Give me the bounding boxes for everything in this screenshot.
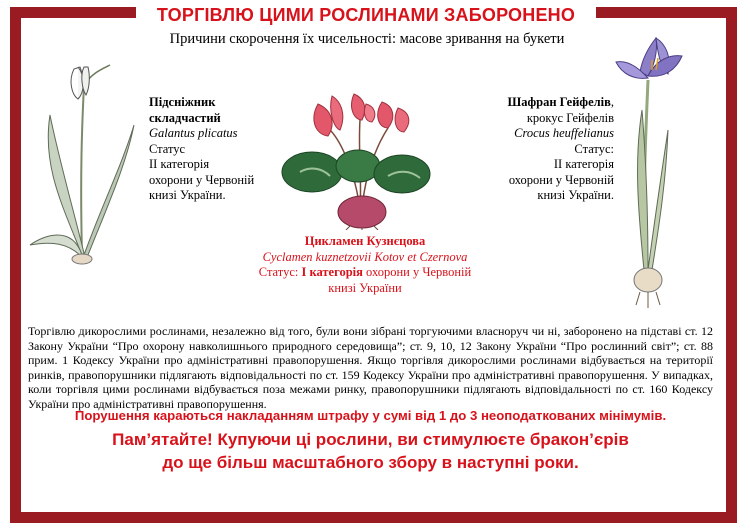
fine-notice: Порушення караються накладанням штрафу у сумі від 1 до 3 неоподаткованих мінімумів. bbox=[74, 408, 667, 423]
crocus-name-line bbox=[470, 95, 614, 111]
crocus-alt-name: крокус Гейфелів bbox=[526, 110, 614, 125]
snowdrop-status-line2: охорони у Червоній bbox=[149, 172, 255, 187]
crocus-name-comma: , bbox=[610, 95, 614, 109]
crocus-info bbox=[470, 95, 614, 204]
cyclamen-latin: Cyclamen kuznetzovii Kotov et Czernova bbox=[262, 249, 468, 264]
subtitle: Причини скорочення їх чисельності: масове зривання на букети bbox=[169, 31, 565, 47]
cyclamen-info bbox=[230, 234, 500, 296]
cyclamen-status-line2: книзі України bbox=[328, 280, 402, 295]
crocus-status-line1: ІІ категорія bbox=[553, 157, 614, 171]
legal-body-text: Торгівлю дикорослими рослинами, незалежно від того, були вони зібрані торгуючими власноруч чи ні, заборонено на підставі ст. 12 Закону України “Про охорону навколишнього природного середовища”; ст. 9, 10, 12 Закону України “Про рослинний світ”; ст. 88 прим. 1 Кодексу України про адміністративні правопорушення. Якщо торгівля дикорослими рослинами відбувається на території ринків, правопорушники підлягають відповідальності по ст. 159 Кодексу України про адміністративні правопорушення. У випадках, коли торгівля цими рослинами відбувається поза межами ринку, правопорушники підлягають відповідальності по ст. 160 Кодексу України про адміністративні правопорушення. bbox=[28, 324, 713, 411]
crocus-latin: Crocus heuffelianus bbox=[514, 126, 614, 140]
snowdrop-status-line1: ІІ категорія bbox=[149, 157, 210, 171]
remember-notice bbox=[40, 428, 701, 474]
snowdrop-name-line2: складчастий bbox=[149, 110, 221, 125]
crocus-status-line3: книзі України. bbox=[537, 188, 614, 202]
crocus-name: Шафран Гейфелів bbox=[507, 95, 611, 109]
snowdrop-status-label: Статус bbox=[149, 141, 186, 156]
page-title: ТОРГІВЛЮ ЦИМИ РОСЛИНАМИ ЗАБОРОНЕНО bbox=[156, 5, 576, 25]
snowdrop-latin: Galantus plicatus bbox=[149, 126, 238, 140]
cyclamen-status-label: Статус: bbox=[258, 265, 299, 279]
cyclamen-status-line1 bbox=[230, 265, 500, 281]
snowdrop-status-line3: книзі України. bbox=[149, 188, 226, 202]
snowdrop-illustration bbox=[22, 55, 147, 265]
crocus-status-line2: охорони у Червоній bbox=[508, 172, 614, 187]
cyclamen-status-category: І категорія bbox=[301, 265, 363, 279]
cyclamen-status-rest: охорони у Червоній bbox=[366, 265, 472, 279]
cyclamen-illustration bbox=[270, 90, 450, 230]
title-bar bbox=[136, 4, 596, 33]
remember-line1: Пам’ятайте! Купуючи ці рослини, ви стимулюєте бракон’єрів bbox=[112, 430, 629, 449]
remember-line2: до ще більш масштабного збору в наступні роки. bbox=[162, 453, 579, 472]
snowdrop-name-line1: Підсніжник bbox=[149, 95, 216, 109]
crocus-status-label: Статус: bbox=[574, 141, 614, 156]
cyclamen-name: Цикламен Кузнєцова bbox=[304, 234, 426, 248]
snowdrop-info bbox=[149, 95, 289, 204]
crocus-illustration bbox=[612, 30, 707, 310]
